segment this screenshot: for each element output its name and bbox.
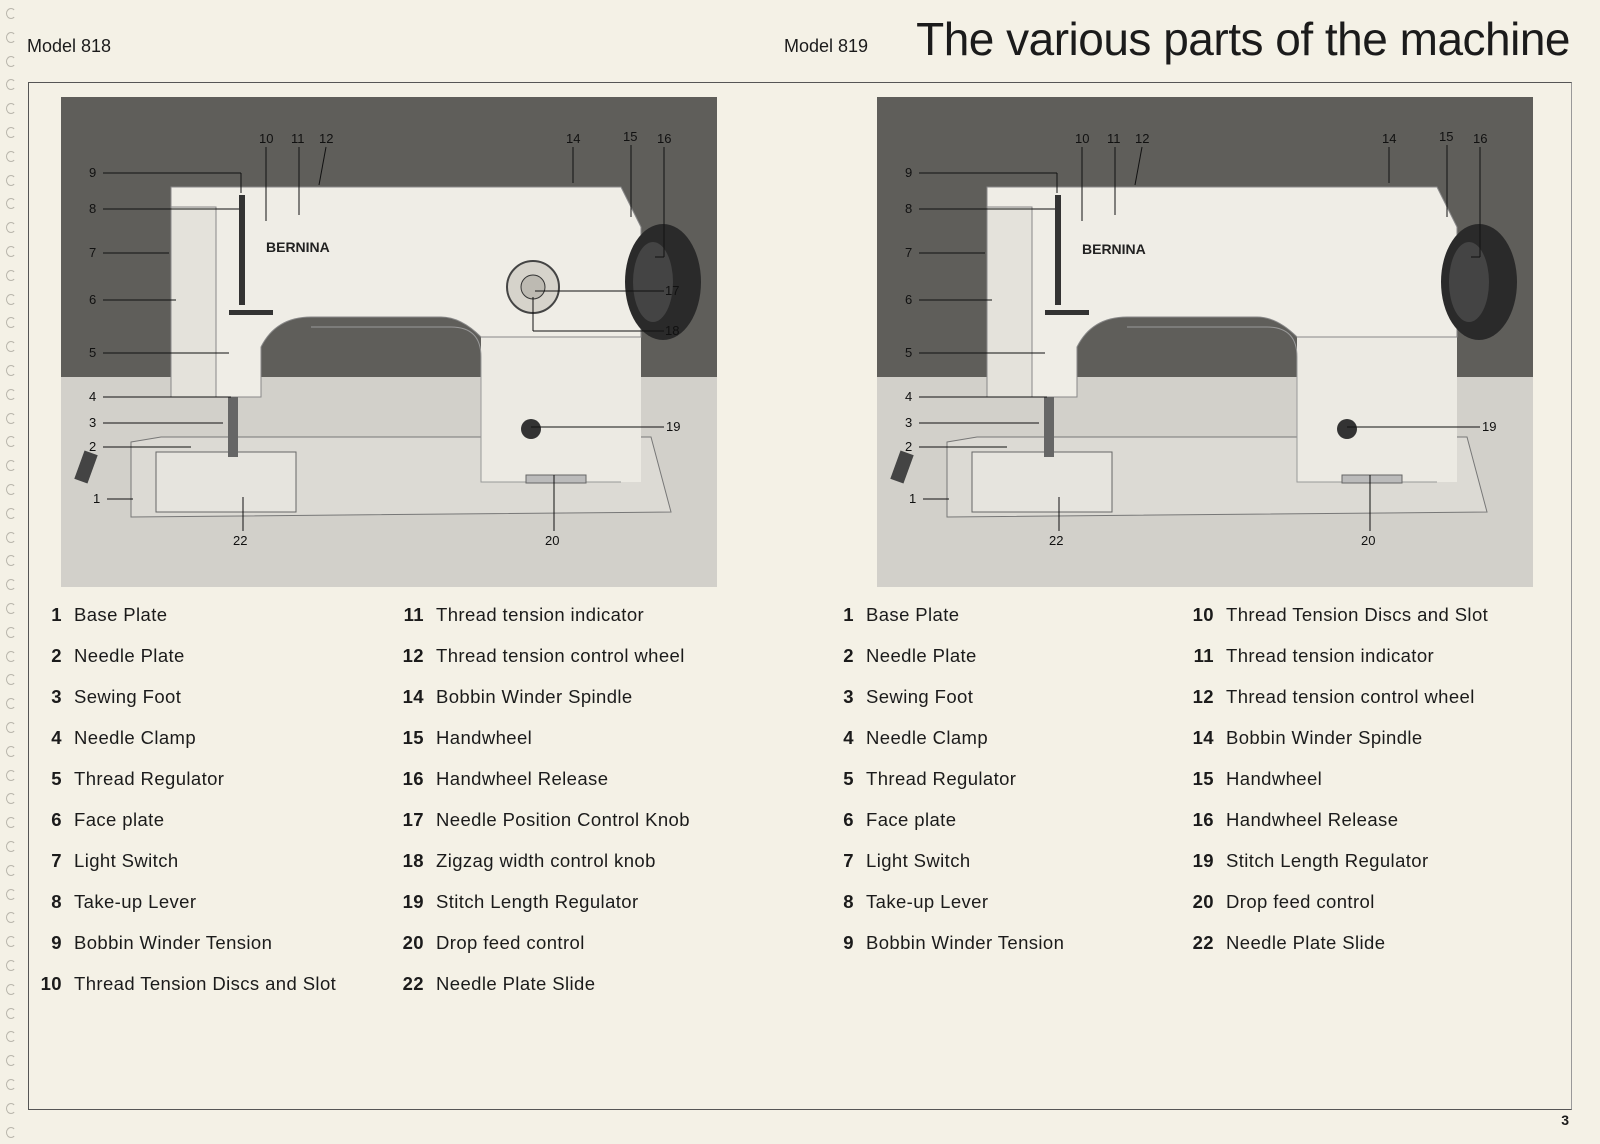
callout-12: 12 <box>1135 131 1150 146</box>
binding-ring <box>6 317 16 328</box>
binding-ring <box>6 222 16 233</box>
list-item: 14 Bobbin Winder Spindle <box>402 686 633 707</box>
list-item: 20 Drop feed control <box>1192 891 1375 912</box>
model-819-label: Model 819 <box>784 36 869 56</box>
binding-ring <box>6 936 16 947</box>
binding-ring <box>6 865 16 876</box>
list-item: 17 Needle Position Control Knob <box>402 809 690 830</box>
parts-list-818-col2 <box>396 603 690 1013</box>
list-item: 10 Thread Tension Discs and Slot <box>1192 604 1489 625</box>
callout-8: 8 <box>89 201 97 216</box>
callout-14: 14 <box>1382 131 1397 146</box>
binding-ring <box>6 8 16 19</box>
binding-ring <box>6 56 16 67</box>
callout-22: 22 <box>233 533 248 548</box>
callout-17: 17 <box>665 283 680 298</box>
machine-photo-819 <box>877 97 1533 587</box>
callout-12: 12 <box>319 131 334 146</box>
list-item: 16 Handwheel Release <box>402 768 609 789</box>
binding-ring <box>6 1055 16 1066</box>
parts-list-818-col1 <box>36 603 336 1013</box>
binding-ring <box>6 746 16 757</box>
list-item: 11 Thread tension indicator <box>1193 645 1435 666</box>
binding-ring <box>6 532 16 543</box>
parts-list-819-col1 <box>828 603 1064 972</box>
binding-ring <box>6 793 16 804</box>
binding-ring <box>6 698 16 709</box>
callout-10: 10 <box>259 131 274 146</box>
list-item: 7 Light Switch <box>843 850 971 871</box>
binding-ring <box>6 246 16 257</box>
callout-3: 3 <box>905 415 913 430</box>
binding-ring <box>6 389 16 400</box>
list-item: 5 Thread Regulator <box>843 768 1017 789</box>
callout-6: 6 <box>89 292 97 307</box>
callout-4: 4 <box>905 389 913 404</box>
binding-ring <box>6 651 16 662</box>
list-item: 4 Needle Clamp <box>843 727 989 748</box>
list-item: 6 Face plate <box>51 809 165 830</box>
callout-5: 5 <box>89 345 97 360</box>
list-item: 6 Face plate <box>843 809 957 830</box>
callout-1: 1 <box>909 491 917 506</box>
callout-7: 7 <box>89 245 97 260</box>
list-item: 2 Needle Plate <box>51 645 185 666</box>
list-item: 4 Needle Clamp <box>51 727 197 748</box>
binding-ring <box>6 460 16 471</box>
list-item: 16 Handwheel Release <box>1192 809 1399 830</box>
callout-15: 15 <box>1439 129 1454 144</box>
callout-14: 14 <box>566 131 581 146</box>
machine-photo-818 <box>61 97 717 587</box>
binding-ring <box>6 627 16 638</box>
callout-18: 18 <box>665 323 680 338</box>
binding-ring <box>6 484 16 495</box>
list-item: 2 Needle Plate <box>843 645 977 666</box>
sewing-machine-818-illustration <box>61 97 717 587</box>
binding-ring <box>6 984 16 995</box>
callout-9: 9 <box>905 165 913 180</box>
list-item: 22 Needle Plate Slide <box>402 973 596 994</box>
parts-list-819-col2 <box>1186 603 1488 972</box>
page-title: The various parts of the machine <box>916 13 1570 65</box>
spiral-binding <box>4 0 22 1144</box>
binding-ring <box>6 341 16 352</box>
page-number: 3 <box>1561 1112 1569 1128</box>
list-item: 20 Drop feed control <box>402 932 585 953</box>
list-item: 15 Handwheel <box>1192 768 1323 789</box>
binding-ring <box>6 960 16 971</box>
list-item: 9 Bobbin Winder Tension <box>51 932 273 953</box>
binding-ring <box>6 1127 16 1138</box>
list-item: 1 Base Plate <box>843 604 960 625</box>
list-item: 18 Zigzag width control knob <box>402 850 656 871</box>
binding-ring <box>6 555 16 566</box>
binding-ring <box>6 294 16 305</box>
brand-logo-819: BERNINA <box>1082 241 1146 257</box>
callout-2: 2 <box>905 439 913 454</box>
list-item: 8 Take-up Lever <box>51 891 197 912</box>
binding-ring <box>6 1103 16 1114</box>
callout-20: 20 <box>1361 533 1376 548</box>
list-item: 12 Thread tension control wheel <box>402 645 685 666</box>
callout-1: 1 <box>93 491 101 506</box>
list-item: 3 Sewing Foot <box>843 686 974 707</box>
callout-7: 7 <box>905 245 913 260</box>
binding-ring <box>6 270 16 281</box>
binding-ring <box>6 365 16 376</box>
list-item: 1 Base Plate <box>51 604 168 625</box>
callout-15: 15 <box>623 129 638 144</box>
list-item: 8 Take-up Lever <box>843 891 989 912</box>
callout-16: 16 <box>657 131 672 146</box>
binding-ring <box>6 770 16 781</box>
callout-6: 6 <box>905 292 913 307</box>
binding-ring <box>6 436 16 447</box>
callout-19: 19 <box>666 419 681 434</box>
list-item: 12 Thread tension control wheel <box>1192 686 1475 707</box>
list-item: 10 Thread Tension Discs and Slot <box>40 973 337 994</box>
binding-ring <box>6 103 16 114</box>
list-item: 3 Sewing Foot <box>51 686 182 707</box>
binding-ring <box>6 889 16 900</box>
binding-ring <box>6 151 16 162</box>
callout-22: 22 <box>1049 533 1064 548</box>
binding-ring <box>6 1008 16 1019</box>
list-item: 14 Bobbin Winder Spindle <box>1192 727 1423 748</box>
list-item: 22 Needle Plate Slide <box>1192 932 1386 953</box>
callout-5: 5 <box>905 345 913 360</box>
callout-2: 2 <box>89 439 97 454</box>
callout-11: 11 <box>291 131 305 146</box>
list-item: 7 Light Switch <box>51 850 179 871</box>
binding-ring <box>6 1031 16 1042</box>
binding-ring <box>6 508 16 519</box>
binding-ring <box>6 1079 16 1090</box>
list-item: 19 Stitch Length Regulator <box>1192 850 1429 871</box>
binding-ring <box>6 79 16 90</box>
brand-logo-818: BERNINA <box>266 239 330 255</box>
list-item: 19 Stitch Length Regulator <box>402 891 639 912</box>
binding-ring <box>6 175 16 186</box>
callout-20: 20 <box>545 533 560 548</box>
list-item: 5 Thread Regulator <box>51 768 225 789</box>
sewing-machine-819-illustration <box>877 97 1533 587</box>
binding-ring <box>6 603 16 614</box>
callout-16: 16 <box>1473 131 1488 146</box>
callout-10: 10 <box>1075 131 1090 146</box>
binding-ring <box>6 674 16 685</box>
binding-ring <box>6 413 16 424</box>
binding-ring <box>6 198 16 209</box>
binding-ring <box>6 32 16 43</box>
binding-ring <box>6 722 16 733</box>
list-item: 11 Thread tension indicator <box>403 604 645 625</box>
callout-8: 8 <box>905 201 913 216</box>
list-item: 15 Handwheel <box>402 727 533 748</box>
binding-ring <box>6 579 16 590</box>
callout-4: 4 <box>89 389 97 404</box>
binding-ring <box>6 127 16 138</box>
callout-11: 11 <box>1107 131 1121 146</box>
callout-19: 19 <box>1482 419 1497 434</box>
binding-ring <box>6 841 16 852</box>
list-item: 9 Bobbin Winder Tension <box>843 932 1065 953</box>
binding-ring <box>6 912 16 923</box>
model-818-label: Model 818 <box>27 36 112 56</box>
callout-3: 3 <box>89 415 97 430</box>
binding-ring <box>6 817 16 828</box>
callout-9: 9 <box>89 165 97 180</box>
